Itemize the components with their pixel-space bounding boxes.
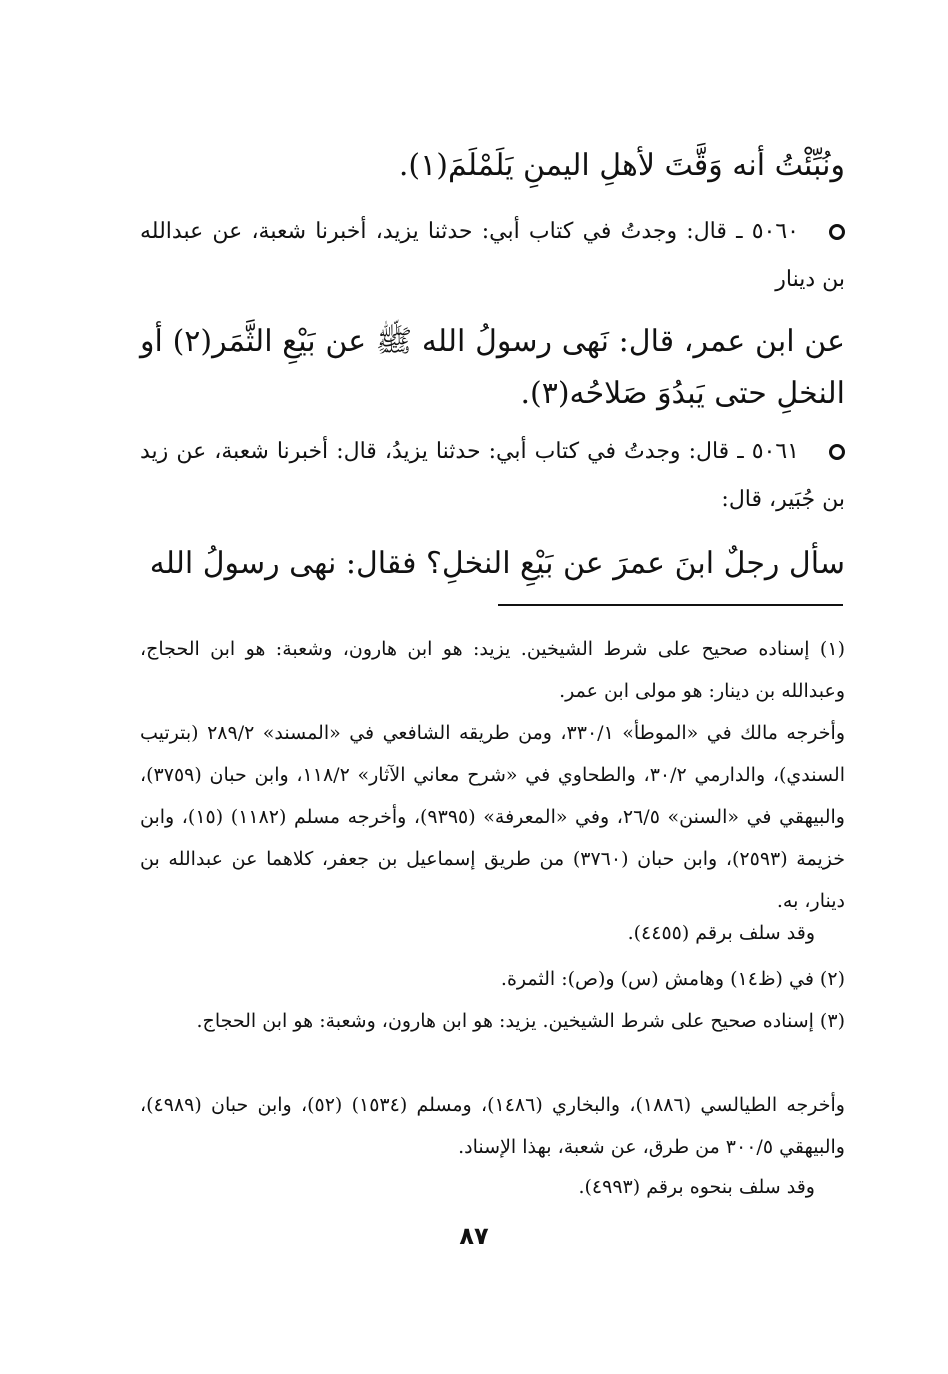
page-number: ٨٧ xyxy=(459,1222,489,1250)
circle-marker-icon xyxy=(829,224,845,240)
entry-number: ٥٠٦٠ ـ xyxy=(736,219,799,244)
hadith-text-1: ونُبِّئْتُ أنه وَقَّتَ لأهلِ اليمنِ يَلَمْلَمَ(١). xyxy=(398,148,845,183)
entry-text: قال: وجدتُ في كتاب أبي: حدثنا يزيد، أخبرنا شعبة، عن عبدالله بن دينار xyxy=(140,219,845,292)
entry-5060 xyxy=(140,208,845,304)
footnote-2-text: (٢) في (ظ١٤) وهامش (س) و(ص): الثمرة. xyxy=(500,968,845,990)
entry-number: ٥٠٦١ ـ xyxy=(737,439,799,464)
entry-text: قال: وجدتُ في كتاب أبي: حدثنا يزيدُ، قال: أخبرنا شعبة، عن زيد بن جُبَير، قال: xyxy=(140,439,845,512)
footnote-1-text: (١) إسناده صحيح على شرط الشيخين. يزيد: هو ابن هارون، وشعبة: هو ابن الحجاج، وعبدالله بن دينار: هو مولى ابن عمر. xyxy=(140,638,845,702)
circle-marker-icon xyxy=(829,444,845,460)
footnote-separator xyxy=(498,604,843,606)
footnote-3-text: (٣) إسناده صحيح على شرط الشيخين. يزيد: هو ابن هارون، وشعبة: هو ابن الحجاج. xyxy=(196,1010,845,1032)
hadith-text-2: عن ابن عمر، قال: نَهى رسولُ الله ﷺ عن بَيْعِ الثَّمَر(٢) أو النخلِ حتى يَبدُوَ صَلاحُه(٣). xyxy=(140,324,846,411)
footnote-3-see-also: وقد سلف بنحوه برقم (٤٩٩٣). xyxy=(578,1176,815,1198)
footnote-3-sources: وأخرجه الطيالسي (١٨٨٦)، والبخاري (١٤٨٦)، ومسلم (١٥٣٤) (٥٢)، وابن حبان (٤٩٨٩)، والبيهقي ٣٠٠/٥ من طرق، عن شعبة، بهذا الإسناد. xyxy=(140,1094,845,1158)
entry-5061 xyxy=(140,428,845,524)
footnote-1-see-also: وقد سلف برقم (٤٤٥٥). xyxy=(627,922,815,944)
footnote-1-sources: وأخرجه مالك في «الموطأ» ٣٣٠/١، ومن طريقه الشافعي في «المسند» ٢٨٩/٢ (بترتيب السندي)، والدارمي ٣٠/٢، والطحاوي في «شرح معاني الآثار» ١١٨/٢، وابن حبان (٣٧٥٩)، والبيهقي في «السنن» ٢٦/٥، وفي «المعرفة» (٩٣٩٥)، وأخرجه مسلم (١١٨٢) (١٥)، وابن خزيمة (٢٥٩٣)، وابن حبان (٣٧٦٠) من طريق إسماعيل بن جعفر، كلاهما عن عبدالله بن دينار، به. xyxy=(140,722,846,912)
hadith-text-3: سأل رجلٌ ابنَ عمرَ عن بَيْعِ النخلِ؟ فقال: نهى رسولُ الله xyxy=(149,546,845,581)
